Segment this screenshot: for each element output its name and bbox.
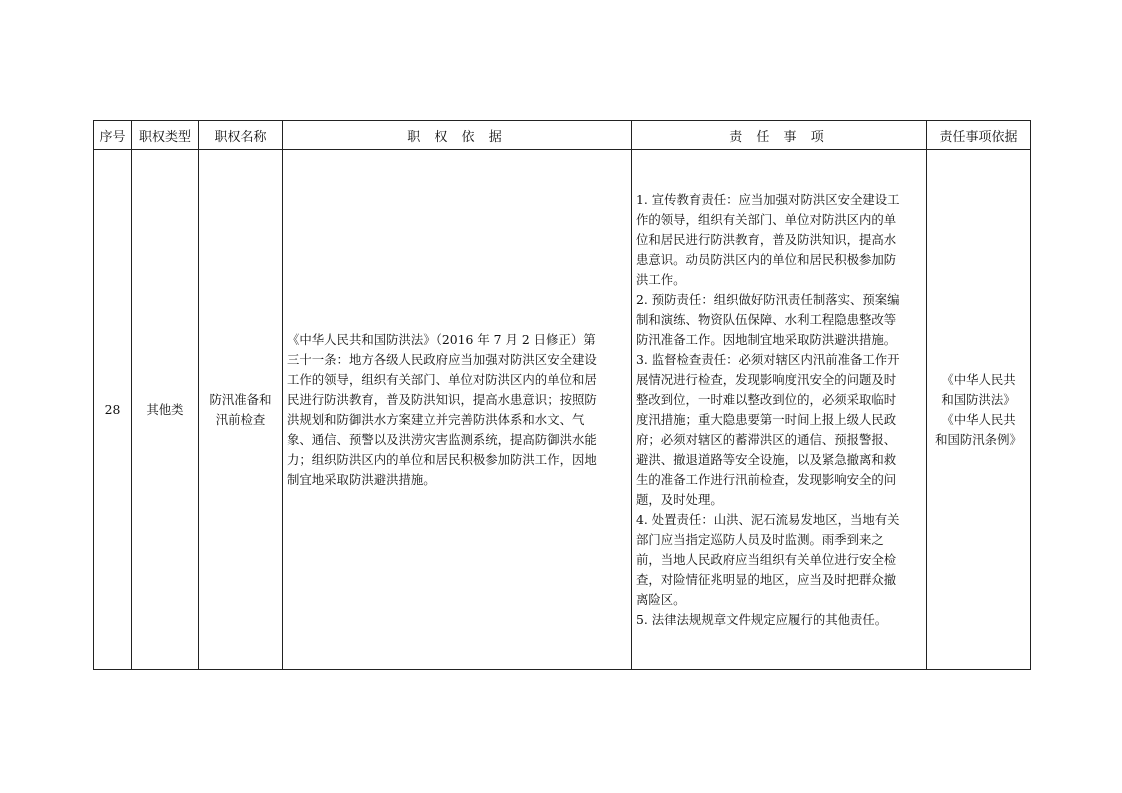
items-line: 作的领导，组织有关部门、单位对防洪区内的单 <box>636 211 897 227</box>
items-line: 2. 预防责任：组织做好防汛责任制落实、预案编 <box>636 291 900 307</box>
basis-line: 三十一条：地方各级人民政府应当加强对防洪区安全建设 <box>287 351 597 367</box>
items-line: 4. 处置责任：山洪、泥石流易发地区，当地有关 <box>636 511 900 527</box>
table-header <box>94 121 1031 150</box>
basis-line: 制宜地采取防洪避洪措施。 <box>287 471 436 487</box>
cell-name <box>199 150 283 670</box>
items-line: 1. 宣传教育责任：应当加强对防洪区安全建设工 <box>636 191 900 207</box>
cell-no: 28 <box>94 150 132 670</box>
items-line: 度汛措施；重大隐患要第一时间上报上级人民政 <box>636 411 897 427</box>
items-line: 3. 监督检查责任：必须对辖区内汛前准备工作开 <box>636 351 900 367</box>
items-line: 查，对险情征兆明显的地区，应当及时把群众撤 <box>636 571 897 587</box>
items-line: 府；必须对辖区的蓄滞洪区的通信、预报警报、 <box>636 431 897 447</box>
ref-line: 和国防洪法》 <box>941 391 1016 407</box>
name-line: 汛前检查 <box>215 411 266 427</box>
cell-type: 其他类 <box>132 150 199 670</box>
items-line: 避洪、撤退道路等安全设施，以及紧急撤离和救 <box>636 451 897 467</box>
ref-line: 《中华人民共 <box>941 371 1016 387</box>
basis-line: 工作的领导，组织有关部门、单位对防洪区内的单位和居 <box>287 371 597 387</box>
header-no: 序号 <box>94 121 132 150</box>
items-line: 部门应当指定巡防人员及时监测。雨季到来之 <box>636 531 884 547</box>
items-line: 位和居民进行防洪教育，普及防洪知识，提高水 <box>636 231 897 247</box>
items-line: 前，当地人民政府应当组织有关单位进行安全检 <box>636 551 897 567</box>
header-name: 职权名称 <box>199 121 283 150</box>
cell-ref <box>927 150 1031 670</box>
basis-line: 民进行防洪教育，普及防洪知识，提高水患意识；按照防 <box>287 391 597 407</box>
table-row <box>94 150 1031 670</box>
items-line: 5. 法律法规规章文件规定应履行的其他责任。 <box>636 611 888 627</box>
header-ref: 责任事项依据 <box>927 121 1031 150</box>
items-line: 整改到位，一时难以整改到位的，必须采取临时 <box>636 391 897 407</box>
cell-items <box>632 150 927 670</box>
ref-line: 和国防汛条例》 <box>935 431 1022 447</box>
items-line: 离险区。 <box>636 591 686 607</box>
items-line: 制和演练、物资队伍保障、水利工程隐患整改等 <box>636 311 897 327</box>
items-line: 防汛准备工作。因地制宜地采取防洪避洪措施。 <box>636 331 897 347</box>
items-line: 题，及时处理。 <box>636 491 723 507</box>
items-line: 展情况进行检查，发现影响度汛安全的问题及时 <box>636 371 897 387</box>
header-basis: 职 权 依 据 <box>283 121 632 150</box>
header-items: 责 任 事 项 <box>632 121 927 150</box>
name-line: 防汛准备和 <box>209 391 272 407</box>
basis-line: 《中华人民共和国防洪法》（2016 年 7 月 2 日修正）第 <box>287 331 596 347</box>
items-line: 生的准备工作进行汛前检查，发现影响安全的问 <box>636 471 897 487</box>
duty-table <box>93 120 1031 670</box>
header-type: 职权类型 <box>132 121 199 150</box>
items-line: 洪工作。 <box>636 271 686 287</box>
items-line: 患意识。动员防洪区内的单位和居民积极参加防 <box>636 251 897 267</box>
basis-line: 象、通信、预警以及洪涝灾害监测系统，提高防御洪水能 <box>287 431 597 447</box>
header-row <box>94 121 1031 150</box>
basis-line: 力；组织防洪区内的单位和居民积极参加防洪工作，因地 <box>287 451 597 467</box>
cell-basis <box>283 150 632 670</box>
basis-line: 洪规划和防御洪水方案建立并完善防洪体系和水文、气 <box>287 411 585 427</box>
ref-line: 《中华人民共 <box>941 411 1016 427</box>
